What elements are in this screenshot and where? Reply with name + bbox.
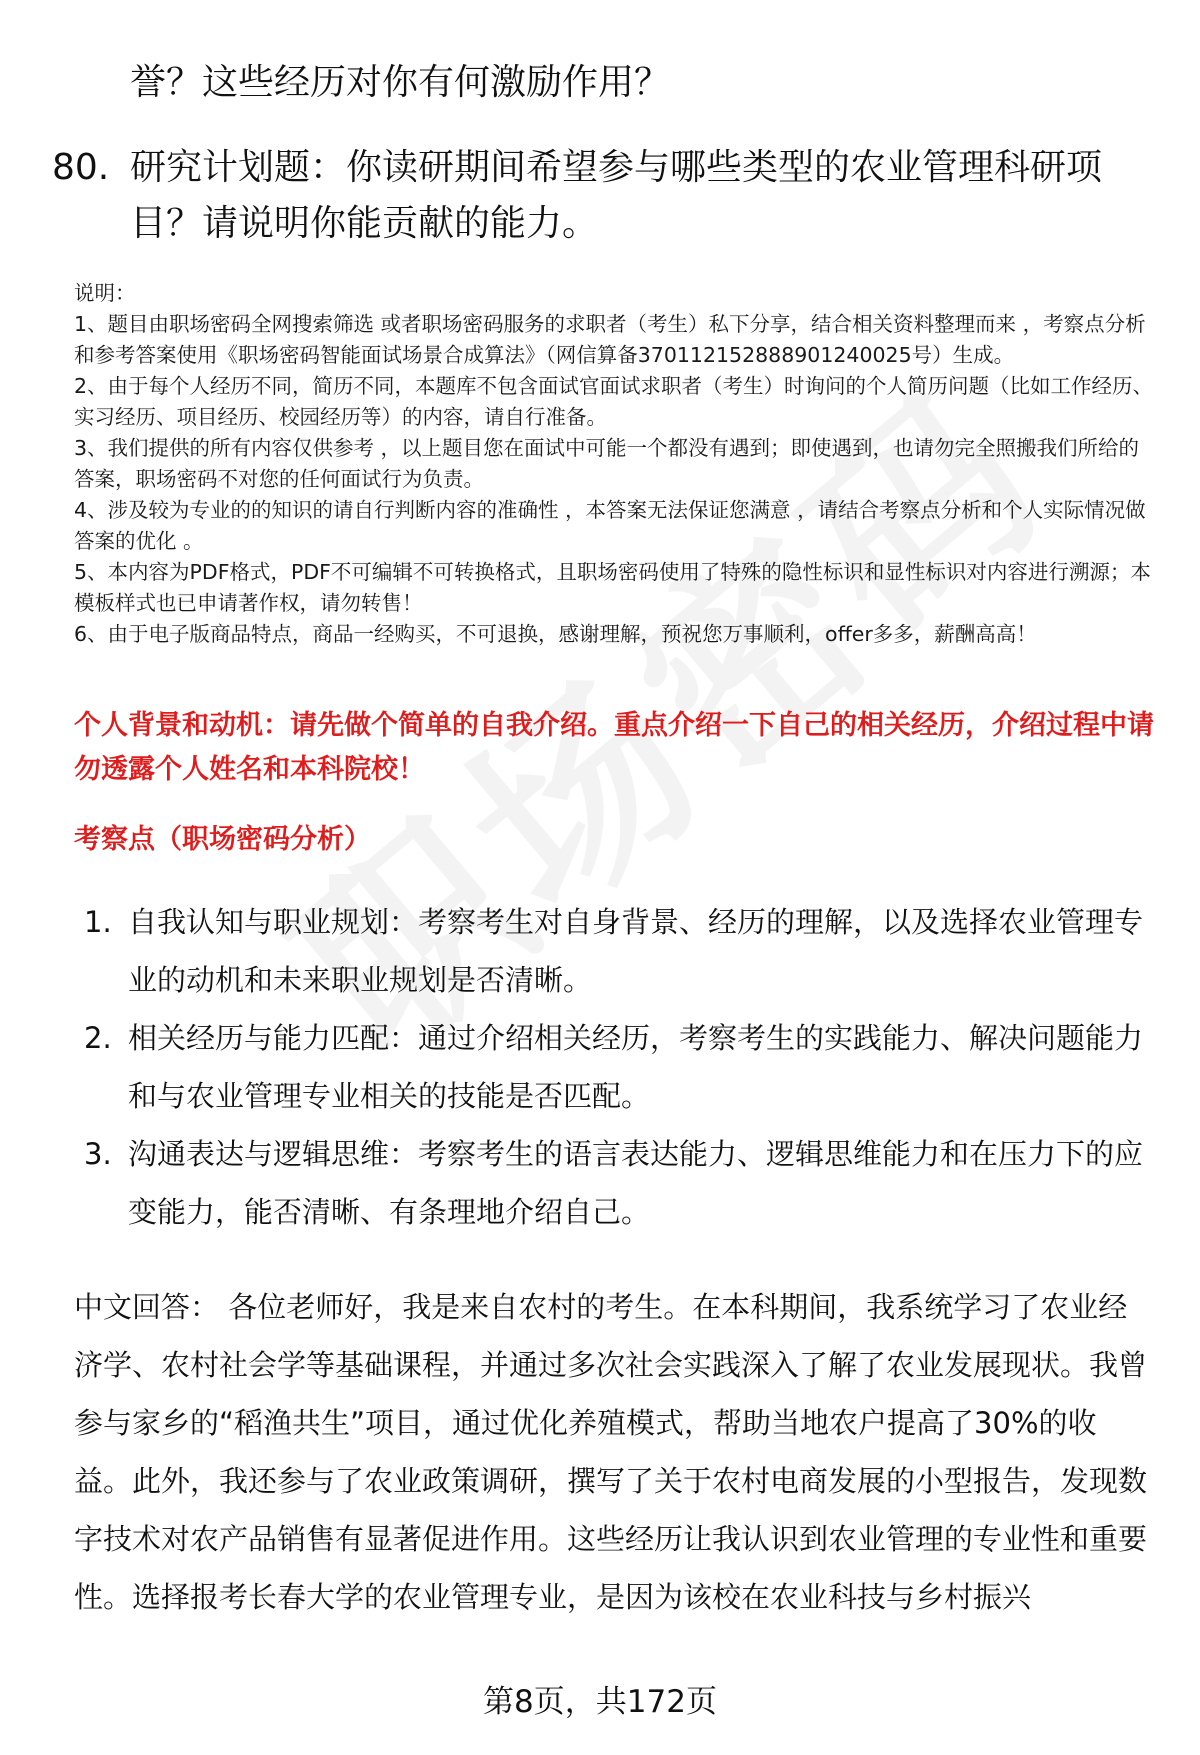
point-text: 相关经历与能力匹配：通过介绍相关经历，考察考生的实践能力、解决问题能力和与农业管理专业相关的技能是否匹配。 xyxy=(128,1021,1144,1113)
page-footer: 第8页，共172页 xyxy=(483,1684,717,1720)
analysis-heading: 考察点（职场密码分析） xyxy=(74,824,371,855)
analysis-point xyxy=(84,893,1154,1009)
note-item: 3、我们提供的所有内容仅供参考 ，以上题目您在面试中可能一个都没有遇到；即使遇到，也请勿完全照搬我们所给的答案，职场密码不对您的任何面试行为负责。 xyxy=(74,436,1140,491)
point-text: 沟通表达与逻辑思维：考察考生的语言表达能力、逻辑思维能力和在压力下的应变能力，能否清晰、有条理地介绍自己。 xyxy=(128,1137,1144,1229)
question-number: 80. xyxy=(52,147,110,188)
analysis-points xyxy=(84,893,1154,1241)
section-title: 个人背景和动机：请先做个简单的自我介绍。重点介绍一下自己的相关经历，介绍过程中请勿透露个人姓名和本科院校！ xyxy=(74,710,1154,785)
point-number: 2. xyxy=(84,1021,112,1055)
note-item: 1、题目由职场密码全网搜索筛选 或者职场密码服务的求职者（考生）私下分享，结合相关资料整理而来 ，考察点分析和参考答案使用《职场密码智能面试场景合成算法》（网信算备370112152888901240025号）生成。 xyxy=(74,312,1146,367)
notes-block xyxy=(74,278,1154,650)
point-text: 自我认知与职业规划：考察考生对自身背景、经历的理解，以及选择农业管理专业的动机和未来职业规划是否清晰。 xyxy=(128,905,1144,997)
question-text: 研究计划题：你读研期间希望参与哪些类型的农业管理科研项目？请说明你能贡献的能力。 xyxy=(130,147,1103,244)
note-item: 6、由于电子版商品特点，商品一经购买，不可退换，感谢理解，预祝您万事顺利，offer多多，薪酬高高！ xyxy=(74,622,1037,646)
answer-text: 中文回答： 各位老师好，我是来自农村的考生。在本科期间，我系统学习了农业经济学、农村社会学等基础课程，并通过多次社会实践深入了解了农业发展现状。我曾参与家乡的“稻渔共生”项目，通过优化养殖模式，帮助当地农户提高了30%的收益。此外，我还参与了农业政策调研，撰写了关于农村电商发展的小型报告，发现数字技术对农产品销售有显著促进作用。这些经历让我认识到农业管理的专业性和重要性。选择报考长春大学的农业管理专业，是因为该校在农业科技与乡村振兴 xyxy=(74,1290,1148,1614)
point-number: 1. xyxy=(84,905,112,939)
note-item: 5、本内容为PDF格式，PDF不可编辑不可转换格式，且职场密码使用了特殊的隐性标识和显性标识对内容进行溯源；本模板样式也已申请著作权，请勿转售！ xyxy=(74,560,1151,615)
point-number: 3. xyxy=(84,1137,112,1171)
question-79-continuation: 誉？这些经历对你有何激励作用？ xyxy=(130,62,671,103)
notes-heading: 说明： xyxy=(74,281,136,305)
analysis-point xyxy=(84,1009,1154,1125)
note-item: 2、由于每个人经历不同，简历不同，本题库不包含面试官面试求职者（考生）时询问的个人简历问题（比如工作经历、实习经历、项目经历、校园经历等）的内容，请自行准备。 xyxy=(74,374,1154,429)
analysis-point xyxy=(84,1125,1154,1241)
note-item: 4、涉及较为专业的的知识的请自行判断内容的准确性 ，本答案无法保证您满意 ，请结合考察点分析和个人实际情况做答案的优化 。 xyxy=(74,498,1146,553)
